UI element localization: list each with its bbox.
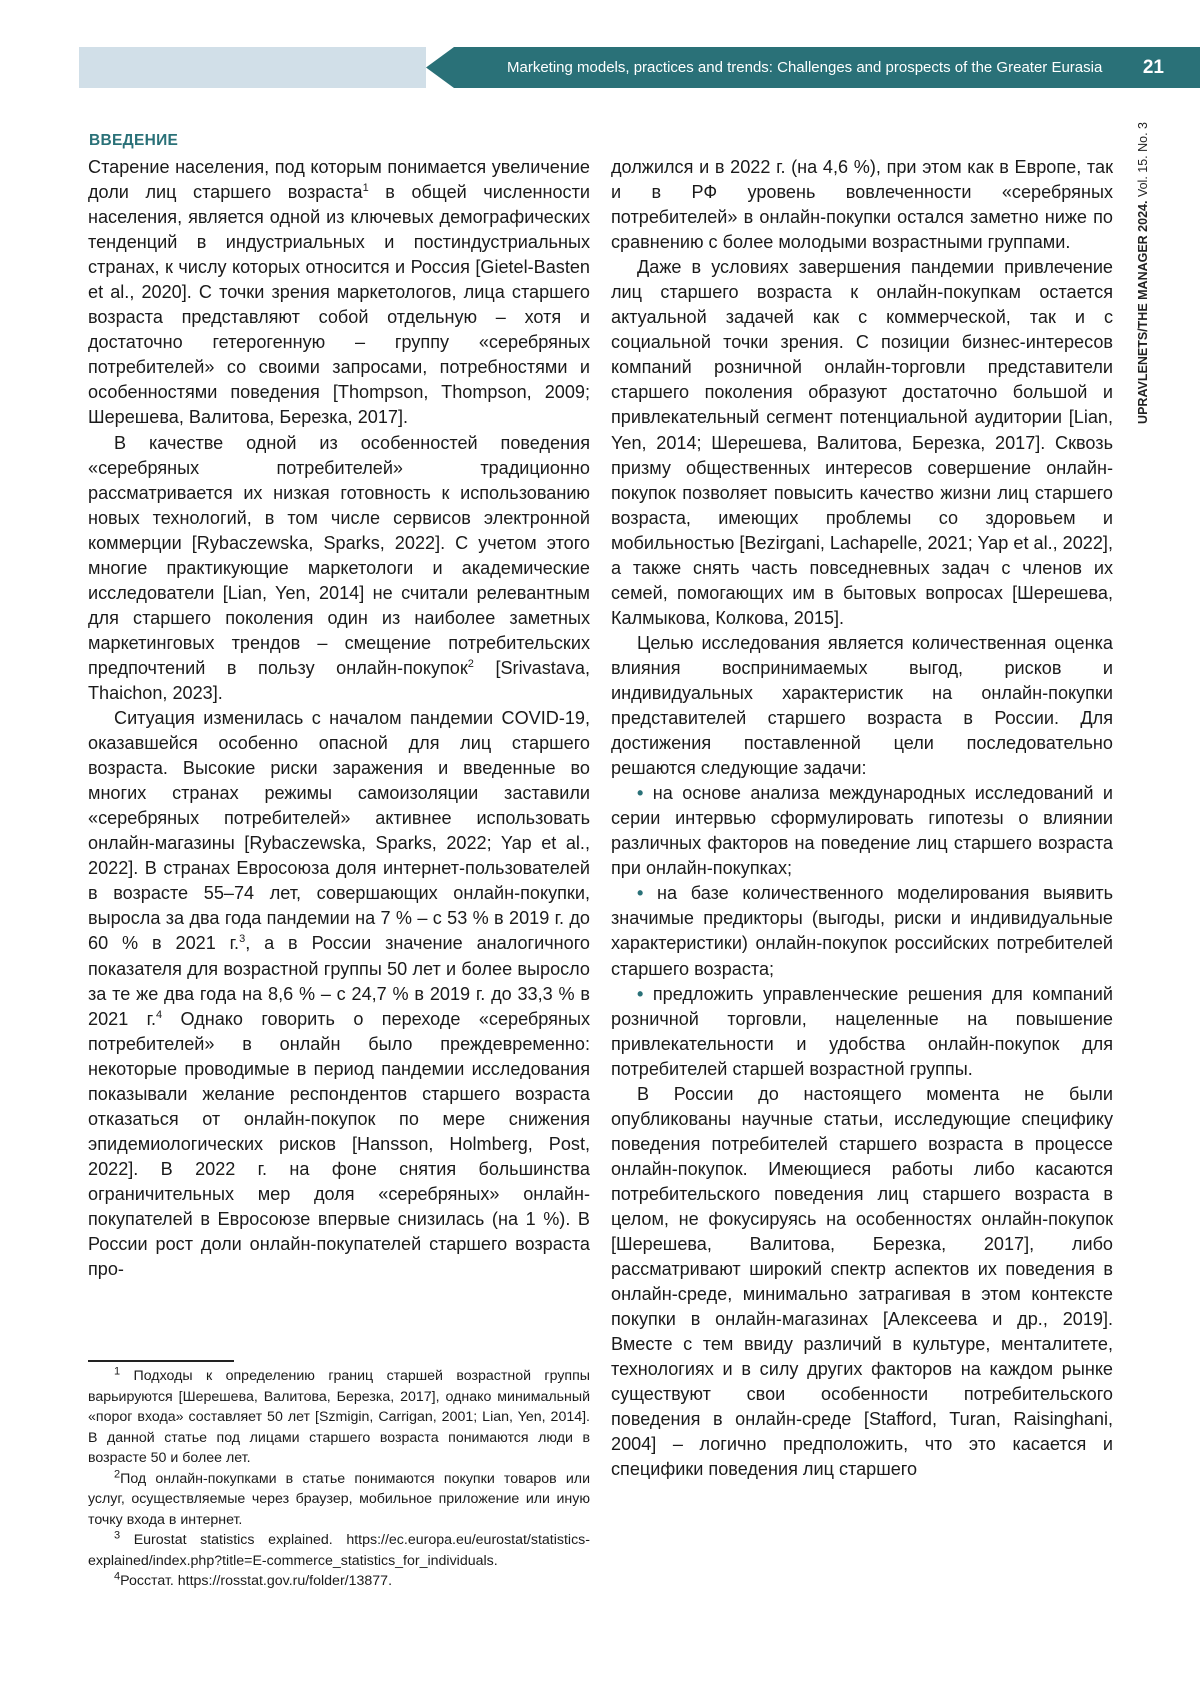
page-number: 21	[1142, 57, 1164, 78]
paragraph: В качестве одной из особенностей поведения «серебряных потребителей» традиционно рассматривается их низкая готовность к использованию новых технологий, в том числе сервисов электронной коммерции [Rybaczewska, Sparks, 2022]. С учетом этого многие практикующие маркетологи и академические исследователи [Lian, Yen, 2014] не считали релевантным для старшего поколения один из наиболее заметных маркетинговых трендов – смещение потребительских предпочтений в пользу онлайн-покупок$^2$ [Srivastava, Thaichon, 2023].	[88, 432, 590, 703]
footnote: $^4$Росстат. https://rosstat.gov.ru/folder/13877.	[114, 1570, 393, 1589]
footnote-divider	[88, 1360, 234, 1362]
footnote: $^1$ Подходы к определению границ старшей возрастной группы варьируются [Шерешева, Валитова, Березка, 2017], однако минимальный «порог входа» составляет 50 лет [Szmigin, Carrigan, 2001; Lian, Yen, 2014]. В данной статье под лицами старшего возраста понимаются люди в возрасте 50 и более лет.	[88, 1365, 590, 1466]
header-bar-light	[79, 47, 426, 88]
list-item: • на базе количественного моделирования выявить значимые предикторы (выгоды, риски и индивидуальные характеристики) онлайн-покупок российских потребителей старшего возраста;	[611, 883, 1113, 979]
footnote-ref[interactable]: 1	[362, 182, 369, 195]
paragraph: В России до настоящего момента не были опубликованы научные статьи, исследующие специфику поведения потребителей старшего возраста в процессе онлайн-покупок. Имеющиеся работы либо касаются потребительского поведения лиц старшего возраста в целом, не фокусируясь на особенностях онлайн-покупок [Шерешева, Валитова, Березка, 2017], либо рассматривают широкий спектр аспектов их поведения в онлайн-среде, минимально затрагивая в этом контексте покупки в онлайн-магазинах [Алексеева и др., 2019]. Вместе с тем ввиду различий в культуре, менталитете, технологиях и в силу других факторов на каждом рынке существуют свои особенности потребительского поведения в онлайн-среде [Stafford, Turan, Raisinghani, 2004] – логично предположить, что это касается и специфики поведения лиц старшего	[611, 1083, 1113, 1480]
side-label-bold: UPRAVLENETS/THE MANAGER 2024.	[1136, 200, 1150, 424]
list-item: • предложить управленческие решения для компаний розничной торговли, нацеленные на повышение привлекательности и удобства онлайн-покупок для потребителей старшей возрастной группы.	[611, 983, 1113, 1079]
left-column	[88, 155, 590, 1282]
list-item: • на основе анализа международных исследований и серии интервью сформулировать гипотезы о влиянии различных факторов на поведение лиц старшего возраста при онлайн-покупках;	[611, 783, 1113, 879]
footnotes	[88, 1366, 590, 1592]
side-label-volume: Vol. 15. No. 3	[1136, 122, 1150, 201]
section-heading: ВВЕДЕНИЕ	[89, 132, 179, 149]
paragraph: Даже в условиях завершения пандемии привлечение лиц старшего возраста к онлайн-покупкам остается актуальной задачей как с коммерческой, так и с социальной точки зрения. С позиции бизнес-интересов компаний розничной онлайн-торговли представители старшего поколения образуют достаточно большой и привлекательный сегмент потенциальной аудитории [Lian, Yen, 2014; Шерешева, Валитова, Березка, 2017]. Сквозь призму общественных интересов совершение онлайн-покупок позволяет повысить качество жизни лиц старшего возраста, имеющих проблемы со здоровьем и мобильностью [Bezirgani, Lachapelle, 2021; Yap et al., 2022], а также снять часть повседневных задач с членов их семей, помогающих им в бытовых вопросах [Шерешева, Калмыкова, Колкова, 2015].	[611, 257, 1113, 628]
journal-section-title: Marketing models, practices and trends: Challenges and prospects of the Greater Eurasia	[507, 59, 1103, 76]
footnote-ref[interactable]: 4	[156, 1008, 163, 1021]
running-header	[79, 47, 1200, 88]
side-journal-label	[1131, 122, 1155, 452]
bullet-icon: •	[637, 783, 644, 804]
footnote: $^2$Под онлайн-покупками в статье понимаются покупки товаров или услуг, осуществляемые через браузер, мобильное приложение или иную точку входа в интернет.	[88, 1467, 590, 1528]
footnote-ref[interactable]: 2	[467, 657, 474, 670]
bullet-icon: •	[637, 883, 644, 904]
footnote: $^3$ Eurostat statistics explained. https://ec.europa.eu/eurostat/statistics-explained/index.php?title=E-commerce_statistics_for_individuals.	[88, 1529, 590, 1569]
paragraph: Старение населения, под которым понимается увеличение доли лиц старшего возраста$^1$ в общей численности населения, является одной из ключевых демографических тенденций в индустриальных и постиндустриальных странах, к числу которых относится и Россия [Gietel-Basten et al., 2020]. С точки зрения маркетологов, лица старшего возраста представляют собой отдельную – хотя и достаточно гетерогенную – группу «серебряных потребителей» со своими запросами, потребностями и особенностями поведения [Thompson, Thompson, 2009; Шерешева, Валитова, Березка, 2017].	[88, 157, 590, 428]
footnote-ref[interactable]: 3	[239, 933, 246, 946]
paragraph: Ситуация изменилась с началом пандемии COVID-19, оказавшейся особенно опасной для лиц старшего возраста. Высокие риски заражения и введенные во многих странах режимы самоизоляции заставили «серебряных потребителей» активнее использовать онлайн-магазины [Rybaczewska, Sparks, 2022; Yap et al., 2022]. В странах Евросоюза доля интернет-пользователей в возрасте 55–74 лет, совершающих онлайн-покупки, выросла за два года пандемии на 7 % – с 53 % в 2019 г. до 60 % в 2021 г.$^3$, а в России значение аналогичного показателя для возрастной группы 50 лет и более выросло за те же два года на 8,6 % – с 24,7 % в 2019 г. до 33,3 % в 2021 г.$^4$ Однако говорить о переходе «серебряных потребителей» в онлайн было преждевременно: некоторые проводимые в период пандемии исследования показывали желание респондентов старшего возраста отказаться от онлайн-покупок по мере снижения эпидемиологических рисков [Hansson, Holmberg, Post, 2022]. В 2022 г. на фоне снятия большинства ограничительных мер доля «серебряных» онлайн-покупателей в Евросоюзе впервые снизилась (на 1 %). В России рост доли онлайн-покупателей старшего возраста про-	[88, 708, 590, 1280]
right-column	[611, 155, 1113, 1482]
bullet-icon: •	[637, 983, 644, 1004]
paragraph: должился и в 2022 г. (на 4,6 %), при этом как в Европе, так и в РФ уровень вовлеченности «серебряных потребителей» в онлайн-покупки остался заметно ниже по сравнению с более молодыми возрастными группами.	[611, 157, 1113, 253]
paragraph: Целью исследования является количественная оценка влияния воспринимаемых выгод, рисков и индивидуальных характеристик на онлайн-покупки представителей старшего возраста в России. Для достижения поставленной цели последовательно решаются следующие задачи:	[611, 632, 1113, 779]
